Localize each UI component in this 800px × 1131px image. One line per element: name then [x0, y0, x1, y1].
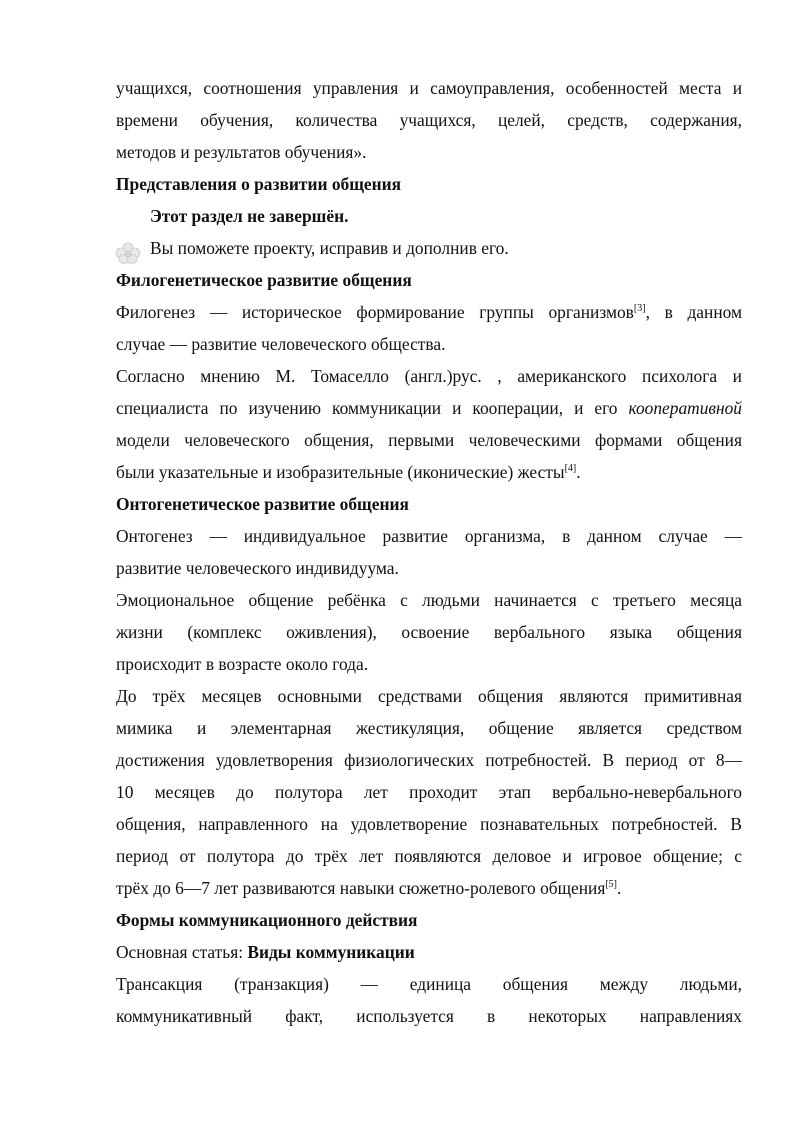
text-span: специалиста по изучению коммуникации и кооперации, и его	[116, 398, 629, 418]
tomasello-paragraph	[116, 360, 742, 488]
text-span: трёх до 6—7 лет развиваются навыки сюжетно-ролевого общения	[116, 878, 606, 898]
reference-link[interactable]: [3]	[633, 303, 646, 314]
flower-icon	[114, 242, 142, 264]
phylogenesis-paragraph	[116, 296, 742, 360]
text-line: случае — развитие человеческого общества.	[116, 334, 446, 354]
transaction-paragraph	[116, 968, 742, 1032]
text-line	[116, 296, 742, 328]
text-span: Филогенез — историческое формирование группы организмов	[116, 302, 634, 322]
text-span: , в данном	[645, 302, 743, 322]
section-heading-ontogenetic: Онтогенетическое развитие общения	[116, 494, 409, 514]
reference-link[interactable]: [5]	[605, 879, 618, 890]
text-line: общения, направленного на удовлетворение познавательных потребностей. В	[116, 814, 742, 834]
main-article-label: Основная статья:	[116, 942, 248, 962]
age-stages-paragraph	[116, 680, 742, 904]
text-line: жизни (комплекс оживления), освоение вербального языка общения	[116, 622, 742, 642]
main-article-note	[116, 936, 742, 968]
section-heading-phylogenetic: Филогенетическое развитие общения	[116, 270, 412, 290]
main-article-link[interactable]: Виды коммуникации	[247, 942, 415, 962]
text-line: достижения удовлетворения физиологических потребностей. В период от 8—	[116, 750, 742, 770]
italic-term: кооперативной	[628, 398, 742, 418]
reference-link[interactable]: [4]	[564, 463, 577, 474]
notice-text: Вы поможете проекту, исправив и дополнив его.	[150, 238, 509, 258]
text-span: .	[576, 462, 581, 482]
document-page	[116, 72, 742, 1032]
text-line: Онтогенез — индивидуальное развитие организма, в данном случае —	[116, 526, 742, 546]
text-line: методов и результатов обучения».	[116, 142, 367, 162]
incomplete-section-notice	[116, 200, 742, 264]
text-line: развитие человеческого индивидуума.	[116, 558, 399, 578]
section-heading-forms: Формы коммуникационного действия	[116, 910, 418, 930]
text-line: учащихся, соотношения управления и самоуправления, особенностей места и	[116, 78, 742, 98]
text-line	[116, 872, 742, 904]
ontogenesis-paragraph	[116, 520, 742, 584]
text-line	[116, 456, 742, 488]
text-line: Согласно мнению М. Томаселло (англ.)рус. , американского психолога и	[116, 366, 742, 386]
text-line: Трансакция (транзакция) — единица общения между людьми,	[116, 974, 742, 994]
section-heading-development: Представления о развитии общения	[116, 174, 402, 194]
text-line: Эмоциональное общение ребёнка с людьми начинается с третьего месяца	[116, 590, 742, 610]
intro-paragraph	[116, 72, 742, 168]
notice-title: Этот раздел не завершён.	[150, 206, 349, 226]
text-line: До трёх месяцев основными средствами общения являются примитивная	[116, 686, 742, 706]
text-line: времени обучения, количества учащихся, целей, средств, содержания,	[116, 110, 742, 130]
text-line: происходит в возрасте около года.	[116, 654, 369, 674]
text-line: коммуникативный факт, используется в некоторых направлениях	[116, 1006, 742, 1026]
text-line: период от полутора до трёх лет появляются деловое и игровое общение; с	[116, 846, 742, 866]
text-line: мимика и элементарная жестикуляция, общение является средством	[116, 718, 742, 738]
emotional-communication-paragraph	[116, 584, 742, 680]
text-line: 10 месяцев до полутора лет проходит этап вербально-невербального	[116, 782, 742, 802]
text-line: модели человеческого общения, первыми человеческими формами общения	[116, 430, 742, 450]
text-span: были указательные и изобразительные (иконические) жесты	[116, 462, 565, 482]
text-line	[116, 392, 742, 424]
text-span: .	[617, 878, 622, 898]
